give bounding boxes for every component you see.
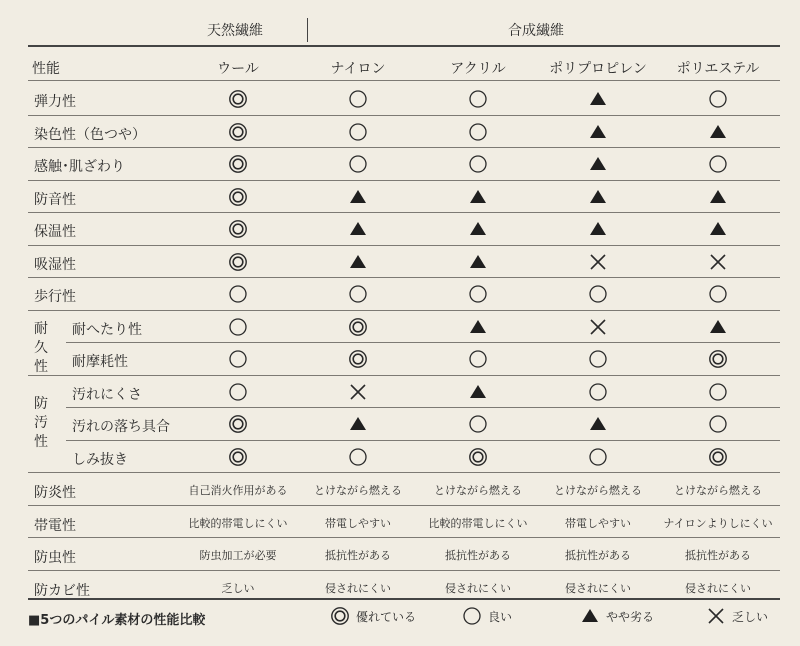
triangle-icon xyxy=(580,606,600,626)
cell-acrylic xyxy=(418,117,538,147)
cell-polyester xyxy=(658,409,778,439)
legend-item xyxy=(580,606,654,626)
cell-polypropylene xyxy=(538,247,658,277)
row-label: 汚れの落ち具合 xyxy=(72,419,170,435)
row-divider xyxy=(28,570,780,571)
row-label: 防炎性 xyxy=(34,485,76,501)
circle-icon xyxy=(468,349,488,369)
cell-polyester xyxy=(658,214,778,244)
row-label: 吸湿性 xyxy=(34,256,76,273)
triangle-icon xyxy=(708,187,728,207)
cell-acrylic xyxy=(418,312,538,342)
cell-polypropylene xyxy=(538,182,658,212)
cell-acrylic: 比較的帯電しにくい xyxy=(428,516,528,530)
row-label: 耐へたり性 xyxy=(72,321,142,338)
cell-polypropylene xyxy=(538,117,658,147)
circle-icon xyxy=(588,284,608,304)
triangle-icon xyxy=(348,219,368,239)
cell-wool xyxy=(178,409,298,439)
cell-nylon xyxy=(298,279,418,309)
row-label: 帯電性 xyxy=(34,517,76,534)
group-char: 汚 xyxy=(34,414,48,431)
cell-polyester xyxy=(658,344,778,374)
circle-icon xyxy=(468,122,488,142)
cell-polyester xyxy=(658,312,778,342)
cell-polyester xyxy=(658,182,778,212)
cell-polypropylene: 抵抗性がある xyxy=(565,549,631,562)
cell-nylon xyxy=(298,344,418,374)
circle-icon xyxy=(228,317,248,337)
row-label: 保温性 xyxy=(34,224,76,240)
cell-acrylic xyxy=(418,84,538,114)
group-char: 久 xyxy=(34,339,48,356)
cell-wool xyxy=(178,344,298,374)
circle-icon xyxy=(708,154,728,174)
circle-icon xyxy=(228,349,248,369)
double-circle-icon xyxy=(708,447,728,467)
col-header-acrylic: アクリル xyxy=(450,61,506,77)
circle-icon xyxy=(462,606,482,626)
circle-icon xyxy=(708,89,728,109)
cell-acrylic xyxy=(418,442,538,472)
cell-acrylic xyxy=(418,344,538,374)
row-label: 感触･肌ざわり xyxy=(34,159,125,175)
circle-icon xyxy=(348,154,368,174)
synthetic-fiber-header: 合成繊維 xyxy=(508,23,564,39)
cell-nylon xyxy=(298,247,418,277)
legend-item xyxy=(706,606,768,626)
cell-wool: 比較的帯電しにくい xyxy=(188,516,288,530)
cell-polypropylene xyxy=(538,409,658,439)
triangle-icon xyxy=(348,414,368,434)
cell-wool xyxy=(178,279,298,309)
cell-nylon xyxy=(298,182,418,212)
performance-header: 性能 xyxy=(32,61,60,77)
cell-polypropylene: とけながら燃える xyxy=(554,484,642,497)
row-label: しみ抜き xyxy=(72,451,128,468)
circle-icon xyxy=(588,382,608,402)
double-circle-icon xyxy=(228,187,248,207)
cell-polypropylene xyxy=(538,279,658,309)
double-circle-icon xyxy=(228,154,248,174)
triangle-icon xyxy=(588,414,608,434)
circle-icon xyxy=(348,284,368,304)
row-divider xyxy=(28,472,780,473)
col-header-nylon: ナイロン xyxy=(330,61,386,77)
circle-icon xyxy=(588,349,608,369)
cell-nylon xyxy=(298,149,418,179)
cell-wool xyxy=(178,84,298,114)
cell-polyester xyxy=(658,149,778,179)
double-circle-icon xyxy=(228,447,248,467)
cell-polypropylene: 侵されにくい xyxy=(565,581,631,595)
row-divider xyxy=(28,537,780,538)
legend-label: 優れている xyxy=(356,609,417,624)
triangle-icon xyxy=(708,219,728,239)
triangle-icon xyxy=(588,89,608,109)
circle-icon xyxy=(348,89,368,109)
cell-nylon xyxy=(298,117,418,147)
triangle-icon xyxy=(588,154,608,174)
row-divider xyxy=(28,277,780,278)
cell-polyester xyxy=(658,442,778,472)
double-circle-icon xyxy=(348,317,368,337)
double-circle-icon xyxy=(330,606,350,626)
cross-icon xyxy=(348,382,368,402)
group-char: 性 xyxy=(34,433,48,450)
double-circle-icon xyxy=(348,349,368,369)
cell-wool xyxy=(178,214,298,244)
cell-polyester: ナイロンよりしにくい xyxy=(663,516,773,530)
cell-polypropylene xyxy=(538,377,658,407)
cell-polypropylene xyxy=(538,442,658,472)
cell-polyester xyxy=(658,84,778,114)
cell-acrylic xyxy=(418,247,538,277)
triangle-icon xyxy=(468,252,488,272)
cross-icon xyxy=(588,252,608,272)
header-divider xyxy=(28,80,780,81)
legend-label: やや劣る xyxy=(606,609,655,624)
group-char: 耐 xyxy=(34,320,48,337)
circle-icon xyxy=(348,447,368,467)
circle-icon xyxy=(468,284,488,304)
row-label: 歩行性 xyxy=(34,289,76,305)
circle-icon xyxy=(468,154,488,174)
triangle-icon xyxy=(468,187,488,207)
cell-nylon xyxy=(298,312,418,342)
triangle-icon xyxy=(348,252,368,272)
legend-label: 乏しい xyxy=(732,609,769,624)
cell-acrylic xyxy=(418,149,538,179)
cell-nylon xyxy=(298,377,418,407)
triangle-icon xyxy=(588,187,608,207)
legend-item xyxy=(462,606,512,626)
cross-icon xyxy=(708,252,728,272)
triangle-icon xyxy=(588,122,608,142)
row-divider xyxy=(28,212,780,213)
double-circle-icon xyxy=(228,414,248,434)
row-label: 防カビ性 xyxy=(34,582,90,599)
cell-polyester xyxy=(658,247,778,277)
triangle-icon xyxy=(468,219,488,239)
cell-polypropylene xyxy=(538,312,658,342)
cell-polyester xyxy=(658,279,778,309)
cell-nylon xyxy=(298,442,418,472)
cell-nylon xyxy=(298,214,418,244)
cell-acrylic xyxy=(418,409,538,439)
circle-icon xyxy=(708,284,728,304)
table-top-rule xyxy=(28,45,780,47)
cell-polyester: 侵されにくい xyxy=(685,581,751,595)
triangle-icon xyxy=(468,317,488,337)
stain-group-label xyxy=(34,395,48,452)
row-label: 防音性 xyxy=(34,191,76,208)
row-divider xyxy=(28,505,780,506)
double-circle-icon xyxy=(228,252,248,272)
circle-icon xyxy=(228,284,248,304)
cell-wool xyxy=(178,117,298,147)
circle-icon xyxy=(708,382,728,402)
cell-wool: 乏しい xyxy=(221,581,255,595)
circle-icon xyxy=(708,414,728,434)
cell-acrylic: 侵されにくい xyxy=(445,581,511,595)
triangle-icon xyxy=(468,382,488,402)
cell-polypropylene xyxy=(538,214,658,244)
durability-group-label xyxy=(34,320,48,377)
cell-wool xyxy=(178,149,298,179)
circle-icon xyxy=(228,382,248,402)
circle-icon xyxy=(468,414,488,434)
triangle-icon xyxy=(708,122,728,142)
row-label: 染色性（色つや） xyxy=(34,126,146,143)
group-divider xyxy=(307,18,308,42)
natural-fiber-header: 天然繊維 xyxy=(207,23,263,39)
triangle-icon xyxy=(348,187,368,207)
cell-wool xyxy=(178,442,298,472)
double-circle-icon xyxy=(708,349,728,369)
double-circle-icon xyxy=(468,447,488,467)
cell-acrylic: とけながら燃える xyxy=(434,484,522,497)
cell-nylon: とけながら燃える xyxy=(314,484,402,497)
cell-acrylic: 抵抗性がある xyxy=(445,549,511,562)
cell-wool xyxy=(178,182,298,212)
figure-caption: ■5つのパイル素材の性能比較 xyxy=(28,613,206,628)
cell-nylon xyxy=(298,409,418,439)
cell-nylon: 抵抗性がある xyxy=(325,549,391,562)
cell-polypropylene xyxy=(538,344,658,374)
circle-icon xyxy=(468,89,488,109)
row-divider xyxy=(28,147,780,148)
cell-polyester xyxy=(658,117,778,147)
group-char: 防 xyxy=(34,395,48,412)
cell-acrylic xyxy=(418,279,538,309)
cell-polyester: 抵抗性がある xyxy=(685,549,751,562)
row-label: 汚れにくさ xyxy=(72,386,142,403)
group-char: 性 xyxy=(34,358,48,375)
row-divider xyxy=(66,342,780,343)
circle-icon xyxy=(348,122,368,142)
double-circle-icon xyxy=(228,89,248,109)
col-header-wool: ウール xyxy=(217,61,259,77)
circle-icon xyxy=(588,447,608,467)
triangle-icon xyxy=(708,317,728,337)
cross-icon xyxy=(706,606,726,626)
cell-wool xyxy=(178,247,298,277)
cell-polypropylene xyxy=(538,84,658,114)
cell-polyester xyxy=(658,377,778,407)
cell-acrylic xyxy=(418,214,538,244)
cross-icon xyxy=(588,317,608,337)
cell-acrylic xyxy=(418,377,538,407)
row-divider xyxy=(66,407,780,408)
legend-label: 良い xyxy=(488,609,513,624)
row-label: 防虫性 xyxy=(34,550,76,566)
cell-nylon: 帯電しやすい xyxy=(325,516,391,530)
triangle-icon xyxy=(588,219,608,239)
double-circle-icon xyxy=(228,122,248,142)
cell-wool: 自己消火作用がある xyxy=(188,484,288,497)
double-circle-icon xyxy=(228,219,248,239)
col-header-polyester: ポリエステル xyxy=(676,61,760,77)
cell-wool xyxy=(178,377,298,407)
legend-item xyxy=(330,606,416,626)
cell-polypropylene: 帯電しやすい xyxy=(565,516,631,530)
cell-wool xyxy=(178,312,298,342)
cell-wool: 防虫加工が必要 xyxy=(199,549,277,562)
row-label: 弾力性 xyxy=(34,94,76,110)
table-bottom-rule xyxy=(28,598,780,600)
cell-nylon: 侵されにくい xyxy=(325,581,391,595)
cell-polyester: とけながら燃える xyxy=(674,484,762,497)
col-header-polypropylene: ポリプロピレン xyxy=(549,61,647,77)
cell-polypropylene xyxy=(538,149,658,179)
row-label: 耐摩耗性 xyxy=(72,354,128,370)
cell-nylon xyxy=(298,84,418,114)
cell-acrylic xyxy=(418,182,538,212)
